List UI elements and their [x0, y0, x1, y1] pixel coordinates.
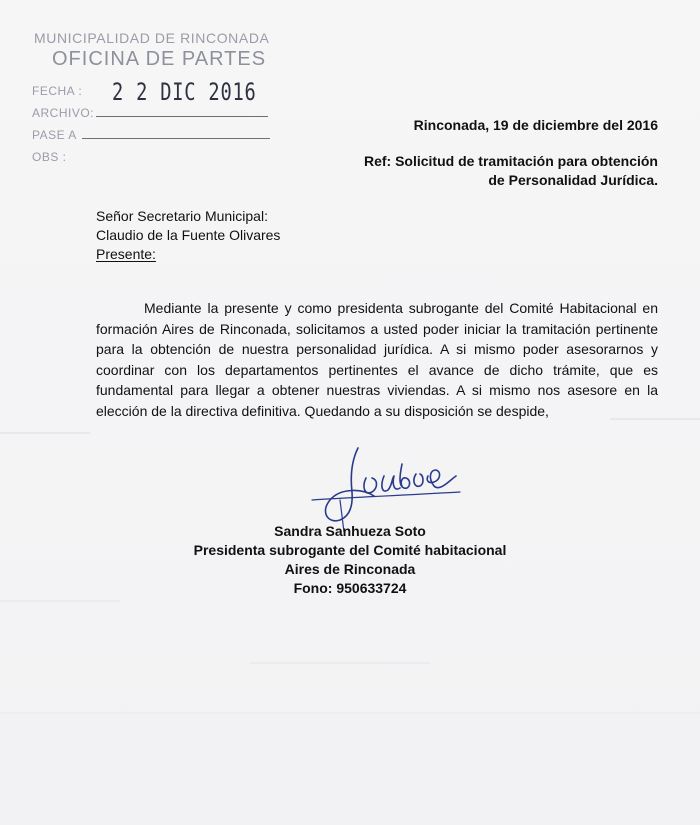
stamp-obs-label: OBS : [32, 150, 67, 164]
stamp-pase-line [82, 138, 270, 139]
place-date: Rinconada, 19 de diciembre del 2016 [413, 117, 658, 133]
stamp-archivo-line [96, 116, 268, 117]
signer-name: Sandra Sanhueza Soto [274, 523, 426, 539]
scan-streak [0, 600, 120, 602]
stamp-date-label: FECHA : [32, 84, 83, 98]
stamp-archivo-label: ARCHIVO: [32, 106, 95, 120]
reference-line-1: Ref: Solicitud de tramitación para obtención [363, 153, 658, 169]
handwritten-signature [300, 440, 470, 535]
stamp-organization: MUNICIPALIDAD DE RINCONADA [34, 30, 270, 46]
scan-streak [0, 432, 90, 434]
signer-organization: Aires de Rinconada [284, 561, 416, 577]
scan-streak [0, 712, 700, 714]
scan-streak [250, 662, 430, 664]
stamp-office: OFICINA DE PARTES [52, 48, 267, 70]
reference-line-2: de Personalidad Jurídica. [488, 172, 658, 188]
stamp-pase-label: PASE A [32, 128, 77, 142]
signer-title: Presidenta subrogante del Comité habitacional [193, 542, 507, 558]
stamp-date-value: 2 2 DIC 2016 [112, 78, 257, 106]
addressee-name: Claudio de la Fuente Olivares [96, 227, 281, 243]
signer-phone: Fono: 950633724 [293, 580, 407, 596]
letter-body: Mediante la presente y como presidenta subrogante del Comité Habitacional en formación Aires de Rinconada, solicitamos a usted poder iniciar la tramitación pertinente para la obtención de nuestra personalidad jurídica. A si mismo poder asesorarnos y coordinar con los departamentos pertinentes el avance de dicho trámite, que es fundamental para llegar a obtener nuestras viviendas. A si mismo nos asesore en la elección de la directiva definitiva. Quedando a su disposición se despide, [96, 300, 658, 419]
addressee-title: Señor Secretario Municipal: [96, 208, 268, 224]
addressee-presente: Presente: [96, 246, 156, 262]
signature-block [0, 522, 700, 598]
